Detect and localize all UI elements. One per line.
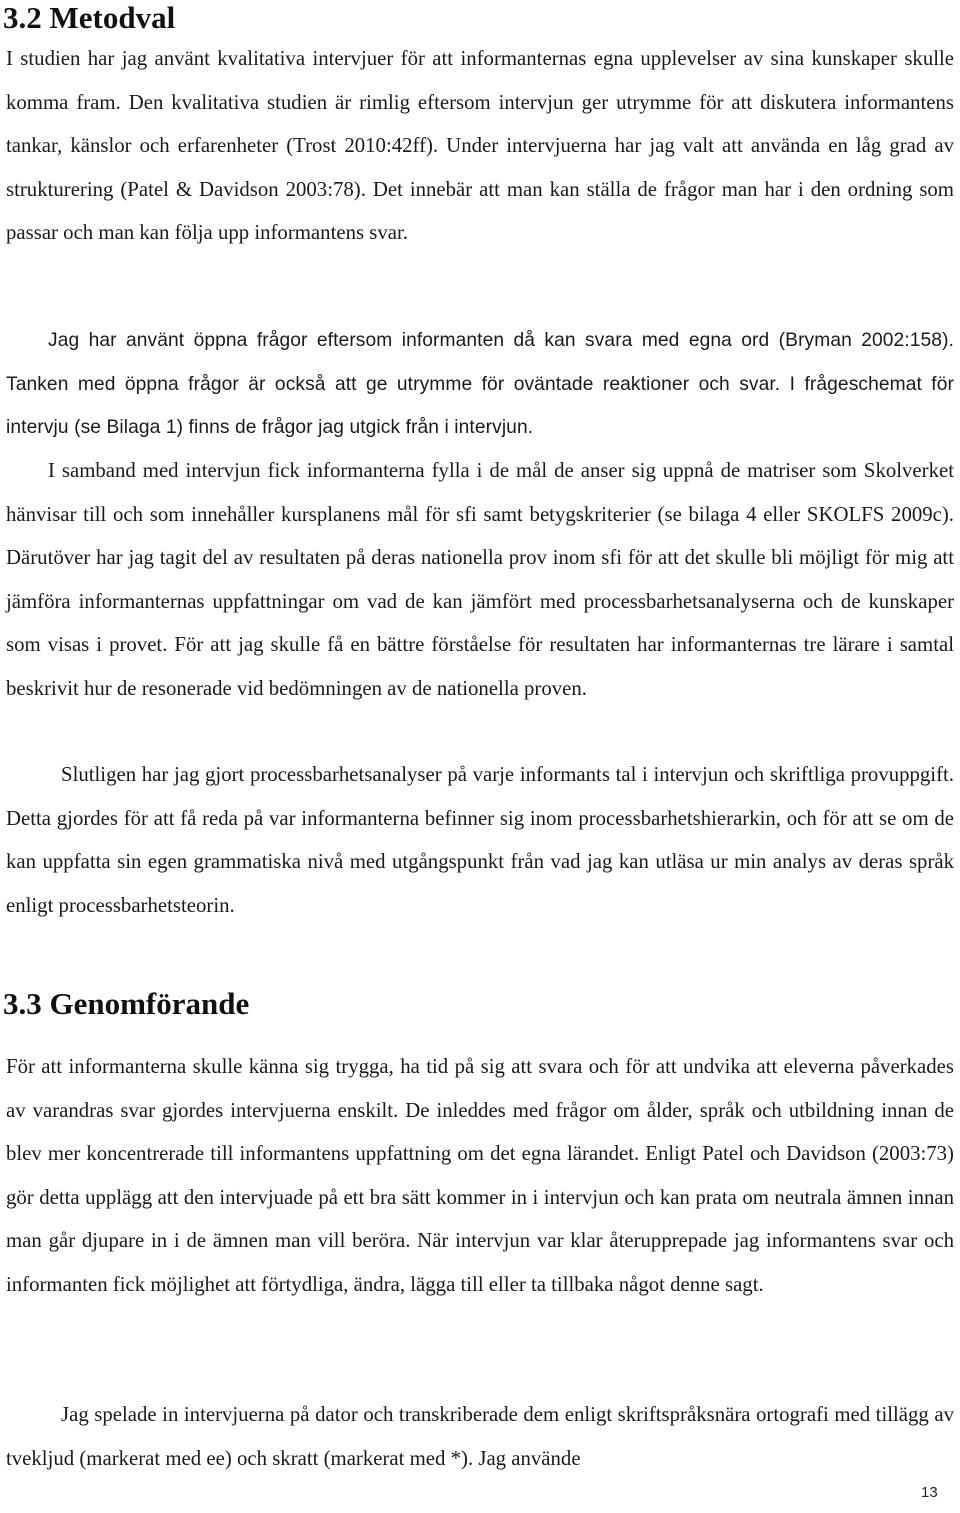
paragraph-open-questions: Jag har använt öppna frågor eftersom informanten då kan svara med egna ord (Bryman 2002:158). Tanken med öppna frågor är också att ge utrymme för oväntade reaktioner och svar. I frågeschemat för intervju (se Bilaga 1) finns de frågor jag utgick från i intervjun.: [6, 330, 954, 438]
paragraph-interview-procedure: För att informanterna skulle känna sig trygga, ha tid på sig att svara och för att undvika att eleverna påverkades av varandras svar gjordes intervjuerna enskilt. De inleddes med frågor om ålder, språk och utbildning innan de blev mer koncentrerade till informantens uppfattning om det egna lärandet. Enligt Patel och Davidson (2003:73) gör detta upplägg att den intervjuade på ett bra sätt kommer in i intervjun och kan prata om neutrala ämnen innan man går djupare in i de ämnen man vill beröra. När intervjun var klar återupprepade jag informantens svar och informanten fick möjlighet att förtydliga, ändra, lägga till eller ta tillbaka något denne sagt.: [6, 1055, 954, 1296]
paragraph-metodval-intro: I studien har jag använt kvalitativa intervjuer för att informanternas egna upplevelser av sina kunskaper skulle komma fram. Den kvalitativa studien är rimlig eftersom intervjun ger utrymme för att diskutera informantens tankar, känslor och erfarenheter (Trost 2010:42ff). Under intervjuerna har jag valt att använda en låg grad av strukturering (Patel & Davidson 2003:78). Det innebär att man kan ställa de frågor man har i den ordning som passar och man kan följa upp informantens svar.: [6, 47, 954, 244]
section-heading-genomforande: 3.3 Genomförande: [3, 986, 250, 1021]
paragraph-recording: Jag spelade in intervjuerna på dator och transkriberade dem enligt skriftspråksnära ortografi med tillägg av tvekljud (markerat med ee) och skratt (markerat med *). Jag använde: [6, 1403, 954, 1470]
section-heading-metodval: 3.2 Metodval: [3, 0, 176, 35]
page-number: 13: [921, 1484, 938, 1501]
paragraph-matrices: I samband med intervjun fick informanterna fylla i de mål de anser sig uppnå de matriser som Skolverket hänvisar till och som innehåller kursplanens mål för sfi samt betygskriterier (se bilaga 4 eller SKOLFS 2009c). Därutöver har jag tagit del av resultaten på deras nationella prov inom sfi för att det skulle bli möjligt för mig att jämföra informanternas uppfattningar om vad de kan jämfört med processbarhetsanalyserna och de kunskaper som visas i provet. För att jag skulle få en bättre förståelse för resultaten har informanternas tre lärare i samtal beskrivit hur de resonerade vid bedömningen av de nationella proven.: [6, 459, 954, 700]
paragraph-processability: Slutligen har jag gjort processbarhetsanalyser på varje informants tal i intervjun och skriftliga provuppgift. Detta gjordes för att få reda på var informanterna befinner sig inom processbarhetshierarkin, och för att se om de kan uppfatta sin egen grammatiska nivå med utgångspunkt från vad jag kan utläsa ur min analys av deras språk enligt processbarhetsteorin.: [6, 763, 954, 917]
